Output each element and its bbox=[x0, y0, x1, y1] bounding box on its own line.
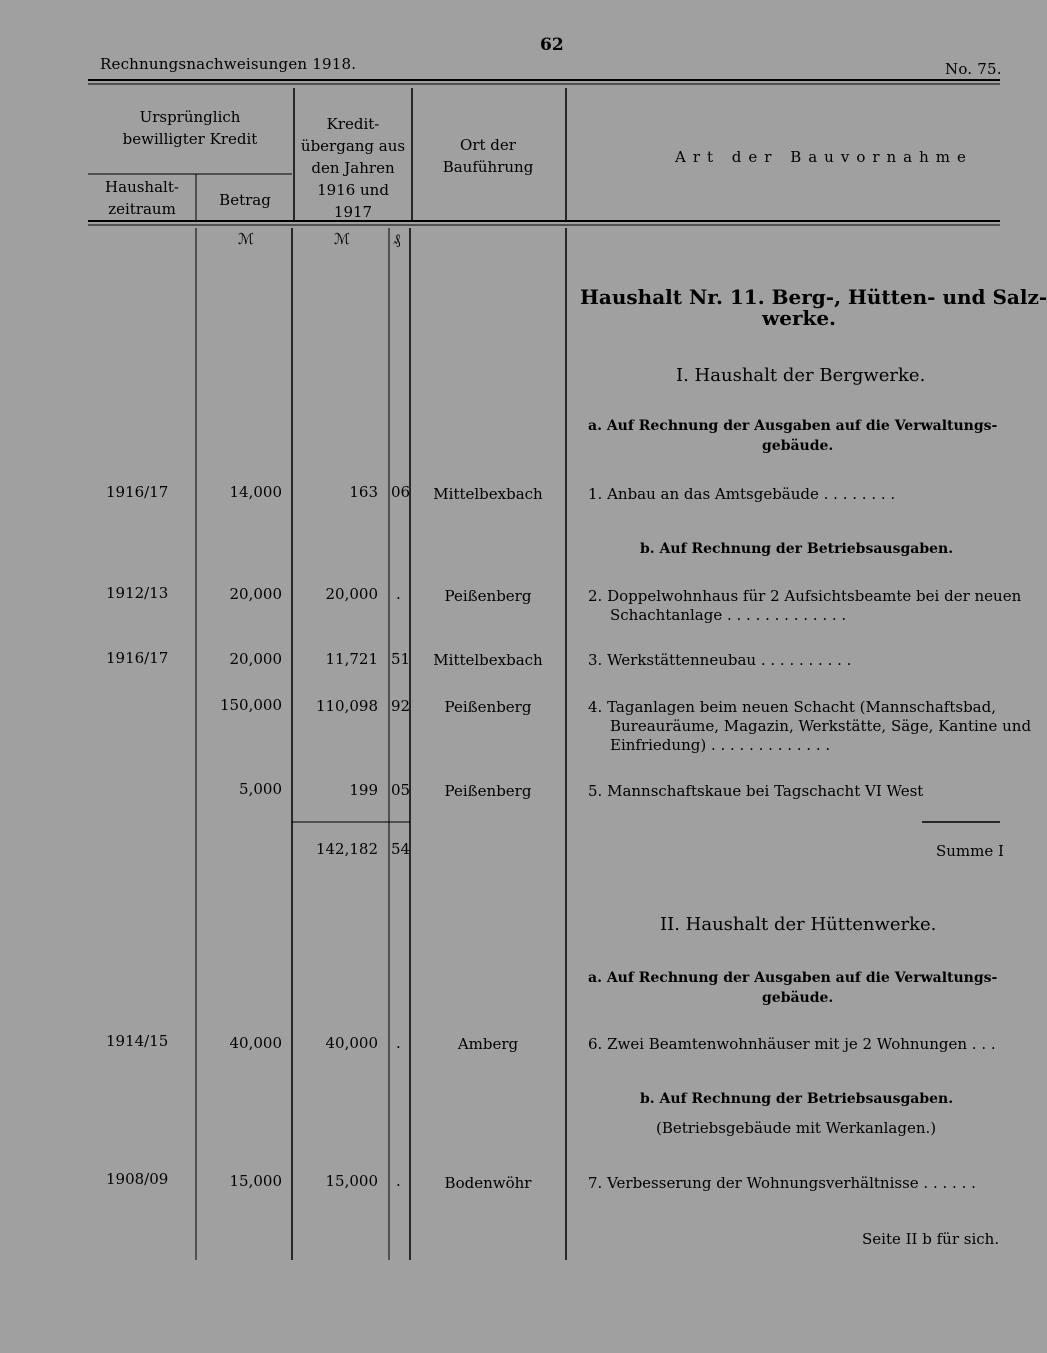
section-2b-title: b. Auf Rechnung der Betriebsausgaben. bbox=[640, 1091, 954, 1107]
subtotal-pf: 54 bbox=[391, 840, 411, 858]
row-2-art-cont: Schachtanlage . . . . . . . . . . . . . bbox=[610, 606, 847, 624]
section-2a-title-cont: gebäude. bbox=[762, 990, 834, 1006]
row-3-betrag: 20,000 bbox=[229, 650, 282, 668]
row-6-mark: 40,000 bbox=[325, 1034, 378, 1052]
row-4-art-cont: Bureauräume, Magazin, Werkstätte, Säge, Kantine und bbox=[610, 717, 1032, 735]
subtotal-label: Summe I bbox=[936, 842, 1004, 860]
row-5-ort: Peißenberg bbox=[444, 782, 532, 800]
col-head-ort: Ort der Bauführung bbox=[442, 136, 534, 176]
footer-note: Seite II b für sich. bbox=[862, 1230, 1000, 1248]
row-1-betrag: 14,000 bbox=[229, 483, 282, 501]
row-6-ort: Amberg bbox=[457, 1035, 519, 1053]
row-2-zeitraum: 1912/13 bbox=[106, 584, 169, 602]
col-head-art: Art der Bauvornahme bbox=[675, 148, 973, 166]
row-4-art-cont2: Einfriedung) . . . . . . . . . . . . . bbox=[610, 736, 831, 754]
unit-pf-uebergang: ₰ bbox=[393, 230, 401, 248]
main-section-title: Haushalt Nr. 11. Berg-, Hütten- und Salz- bbox=[580, 285, 1047, 309]
row-6-art: 6. Zwei Beamtenwohnhäuser mit je 2 Wohnungen . . . bbox=[588, 1035, 996, 1053]
row-7-art: 7. Verbesserung der Wohnungsverhältnisse . . . . . . bbox=[588, 1174, 976, 1192]
row-1-art: 1. Anbau an das Amtsgebäude . . . . . . . . bbox=[588, 485, 896, 503]
row-5-art: 5. Mannschaftskaue bei Tagschacht VI West bbox=[588, 782, 924, 800]
row-3-zeitraum: 1916/17 bbox=[106, 649, 169, 667]
page-number: 62 bbox=[540, 35, 564, 55]
document-title: Rechnungsnachweisungen 1918. bbox=[100, 55, 357, 73]
row-2-pf: . bbox=[396, 585, 401, 603]
row-5-betrag: 5,000 bbox=[239, 780, 282, 798]
row-2-mark: 20,000 bbox=[325, 585, 378, 603]
row-3-mark: 11,721 bbox=[325, 650, 378, 668]
row-6-zeitraum: 1914/15 bbox=[106, 1032, 169, 1050]
row-7-ort: Bodenwöhr bbox=[444, 1174, 532, 1192]
main-section-title-cont: werke. bbox=[762, 306, 837, 330]
row-4-mark: 110,098 bbox=[315, 697, 378, 715]
row-2-betrag: 20,000 bbox=[229, 585, 282, 603]
col-head-betrag: Betrag bbox=[219, 191, 271, 209]
row-6-pf: . bbox=[396, 1034, 401, 1052]
unit-mark-uebergang: ℳ bbox=[334, 230, 351, 248]
subtotal-mark: 142,182 bbox=[315, 840, 378, 858]
section-1-title: I. Haushalt der Bergwerke. bbox=[676, 365, 926, 386]
row-5-pf: 05 bbox=[391, 781, 411, 799]
col-head-haushalt: Haushalt-zeitraum bbox=[105, 178, 179, 218]
section-2-title: II. Haushalt der Hüttenwerke. bbox=[660, 914, 937, 935]
row-6-betrag: 40,000 bbox=[229, 1034, 282, 1052]
section-1b-title: b. Auf Rechnung der Betriebsausgaben. bbox=[640, 541, 954, 557]
col-head-kredit: Ursprünglich bewilligter Kredit bbox=[122, 108, 258, 148]
row-5-mark: 199 bbox=[349, 781, 378, 799]
row-1-pf: 06 bbox=[391, 483, 411, 501]
row-1-mark: 163 bbox=[349, 483, 378, 501]
row-4-art: 4. Taganlagen beim neuen Schacht (Mannschaftsbad, bbox=[588, 698, 996, 716]
section-2b-subtitle: (Betriebsgebäude mit Werkanlagen.) bbox=[656, 1119, 937, 1137]
row-2-ort: Peißenberg bbox=[444, 587, 532, 605]
row-4-betrag: 150,000 bbox=[219, 696, 282, 714]
row-3-pf: 51 bbox=[391, 650, 411, 668]
row-7-betrag: 15,000 bbox=[229, 1172, 282, 1190]
document-number: No. 75. bbox=[945, 60, 1002, 78]
section-1a-title-cont: gebäude. bbox=[762, 438, 834, 454]
row-7-pf: . bbox=[396, 1172, 401, 1190]
row-1-ort: Mittelbexbach bbox=[433, 485, 543, 503]
section-1a-title: a. Auf Rechnung der Ausgaben auf die Verwaltungs- bbox=[588, 418, 998, 434]
row-4-ort: Peißenberg bbox=[444, 698, 532, 716]
row-7-mark: 15,000 bbox=[325, 1172, 378, 1190]
col-head-uebergang: Kredit-übergang aus den Jahren 1916 und 1917 bbox=[300, 115, 406, 221]
row-4-pf: 92 bbox=[391, 697, 411, 715]
row-3-ort: Mittelbexbach bbox=[433, 651, 543, 669]
section-2a-title: a. Auf Rechnung der Ausgaben auf die Verwaltungs- bbox=[588, 970, 998, 986]
row-7-zeitraum: 1908/09 bbox=[106, 1170, 169, 1188]
row-3-art: 3. Werkstättenneubau . . . . . . . . . . bbox=[588, 651, 852, 669]
row-2-art: 2. Doppelwohnhaus für 2 Aufsichtsbeamte bei der neuen bbox=[588, 587, 1022, 605]
row-1-zeitraum: 1916/17 bbox=[106, 483, 169, 501]
unit-mark-betrag: ℳ bbox=[238, 230, 255, 248]
